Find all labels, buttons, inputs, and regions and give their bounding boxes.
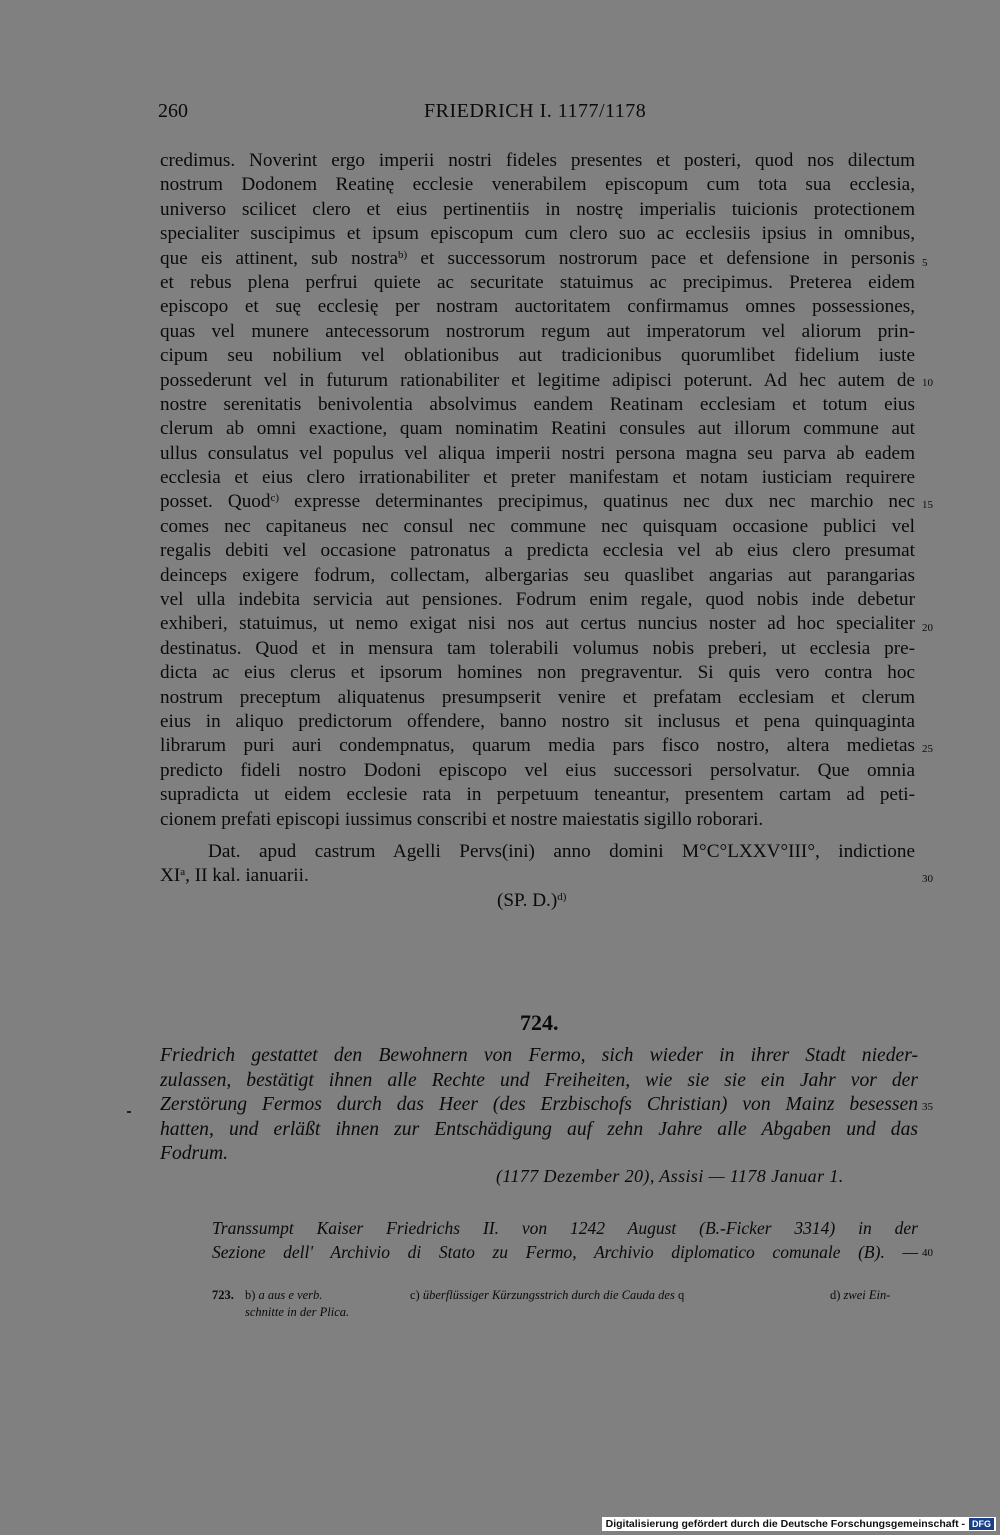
text-line: regalis debiti vel occasione patronatus a predicta ecclesia vel ab eius clero presumat: [160, 540, 915, 562]
footnote-label: 723.: [212, 1288, 234, 1302]
charter-text: [160, 149, 915, 913]
text-line: vel ulla indebita servicia aut pensiones. Fodrum enim regale, quod nobis inde debetur: [160, 589, 915, 611]
page-number: 260: [158, 100, 188, 122]
text-line: nostre serenitatis benivolentia absolvimus eandem Reatinam ecclesiam et totum eius: [160, 393, 915, 415]
text-line: posset. Quod$^{c)}$ expresse determinantes precipimus, quatinus nec dux nec marchio nec: [160, 491, 916, 513]
footnote-ref-b: b): [397, 248, 408, 261]
margin-mark: [127, 1111, 131, 1113]
text-line: cipum seu nobilium vel oblationibus aut tradicionibus quorumlibet fidelium iuste: [160, 345, 915, 367]
regest-line: Friedrich gestattet den Bewohnern von Fermo, sich wieder in ihrer Stadt nieder-: [160, 1045, 918, 1066]
text-line: ullus consulatus vel populus vel aliqua imperii nostri persona magna seu parva ab eadem: [160, 442, 915, 464]
text-line: et rebus plena perfrui quiete ac securitate statuimus ac precipimus. Preterea eidem: [160, 271, 915, 293]
funding-footer: [602, 1517, 996, 1531]
text-line: specialiter suscipimus et ipsum episcopum cum clero suo ac ecclesiis ipsius in omnibus,: [160, 223, 915, 245]
text-line: nostrum Dodonem Reatinę ecclesie venerabilem episcopum cum tota sua ecclesia,: [160, 174, 915, 196]
transmission-line: Transsumpt Kaiser Friedrichs II. von 1242 August (B.-Ficker 3314) in der: [212, 1218, 918, 1238]
regest-line: hatten, und erläßt ihnen zur Entschädigung auf zehn Jahre alle Abgaben und das: [160, 1118, 918, 1140]
document-number: 724.: [520, 1010, 559, 1035]
text-line: destinatus. Quod et in mensura tam tolerabili volumus nobis preberi, ut ecclesia pre-: [160, 637, 915, 659]
footnote-d: d) zwei Ein-: [830, 1288, 891, 1302]
line-number: 35: [922, 1101, 933, 1113]
line-number: 15: [922, 499, 933, 511]
text-line: quas vel munere antecessorum nostrorum regum aut imperatorum vel aliorum prin-: [160, 320, 915, 342]
funding-text: Digitalisierung gefördert durch die Deutsche Forschungsgemeinschaft -: [605, 1518, 965, 1530]
seal-mark: (SP. D.)$^{d)}$: [497, 889, 567, 911]
running-title: FRIEDRICH I. 1177/1178: [424, 100, 647, 122]
footnote-d-continued: schnitte in der Plica.: [245, 1305, 350, 1319]
text-line: clerum ab omni exactione, quam nominatim Reatini consules aut illorum commune aut: [160, 418, 915, 440]
text-line: credimus. Noverint ergo imperii nostri fideles presentes et posteri, quod nos dilectum: [160, 150, 915, 171]
text-line: cionem prefati episcopi iussimus conscribi et nostre maiestatis sigillo roborari.: [160, 808, 764, 830]
regest-line: Fodrum.: [160, 1143, 229, 1164]
footnote-ref-d: d): [557, 890, 567, 903]
text-line: librarum puri auri condempnatus, quarum media pars fisco nostro, altera medietas: [160, 735, 915, 757]
text-line: supradicta ut eidem ecclesie rata in perpetuum teneantur, presentem cartam ad peti-: [160, 784, 915, 806]
line-number: 20: [922, 622, 933, 634]
text-line: episcopo et suę ecclesię per nostram auctoritatem confirmamus omnes possessiones,: [160, 296, 915, 318]
regest-line: Zerstörung Fermos durch das Heer (des Erzbischofs Christian) von Mainz besessen: [160, 1094, 918, 1115]
date-place: (1177 Dezember 20), Assisi — 1178 Januar 1.: [496, 1166, 844, 1186]
regest: [160, 1044, 918, 1167]
transmission-line: Sezione dell' Archivio di Stato zu Fermo, Archivio diplomatico comunale (B). —: [212, 1242, 918, 1262]
text-line: eius in aliquo predictorum offendere, banno nostro sit inclusus et pena quinquaginta: [160, 710, 915, 732]
text-line: predicto fideli nostro Dodoni episcopo vel eius successori persolvatur. Que omnia: [160, 759, 915, 781]
line-number: 10: [922, 377, 933, 389]
footnote-c: c) überflüssiger Kürzungsstrich durch die Cauda des q: [410, 1288, 685, 1302]
transmission-note: [212, 1216, 918, 1264]
text-line: comes nec capitaneus nec consul nec commune nec quisquam occasione publici vel: [160, 515, 915, 537]
footnote-ref-c: c): [270, 492, 280, 505]
line-number: 5: [922, 257, 928, 269]
dfg-logo: DFG: [969, 1518, 994, 1530]
text-line: universo scilicet clero et eius pertinentiis in nostrę imperialis tuicionis protectionem: [160, 198, 915, 220]
dating-line: $XI^a$, II kal. ianuarii.: [160, 865, 309, 887]
text-line: que eis attinent, sub nostra$^{b)}$ et successorum nostrorum pace et defensione in personis: [160, 247, 916, 269]
regest-line: zulassen, bestätigt ihnen alle Rechte und Freiheiten, wie sie sie ein Jahr vor der: [160, 1069, 918, 1091]
text-line: deinceps exigere fodrum, collectam, albergarias seu quaslibet angarias aut parangarias: [160, 564, 915, 586]
line-number: 40: [922, 1247, 933, 1259]
text-line: dicta ac eius clerus et ipsorum homines non pregraventur. Si quis vero contra hoc: [160, 662, 915, 684]
footnote-b: b) a aus e verb.: [245, 1288, 323, 1302]
text-line: possederunt vel in futurum rationabiliter et legitime adipisci poterunt. Ad hec autem de: [160, 369, 915, 391]
text-line: ecclesia et eius clero irrationabiliter et preter manifestam et notam iusticiam requirere: [160, 467, 915, 489]
line-number: 30: [922, 873, 933, 885]
line-number: 25: [922, 743, 933, 755]
text-line: exhiberi, statuimus, ut nemo exigat nisi nos aut certus nuncius noster ad hoc specialiter: [160, 613, 915, 635]
dating-line: Dat. apud castrum Agelli Pervs(ini) anno domini M°C°LXXV°III°, indictione: [208, 840, 915, 862]
text-line: nostrum preceptum aliquatenus presumpserit venire et prefatam ecclesiam et clerum: [160, 686, 915, 708]
